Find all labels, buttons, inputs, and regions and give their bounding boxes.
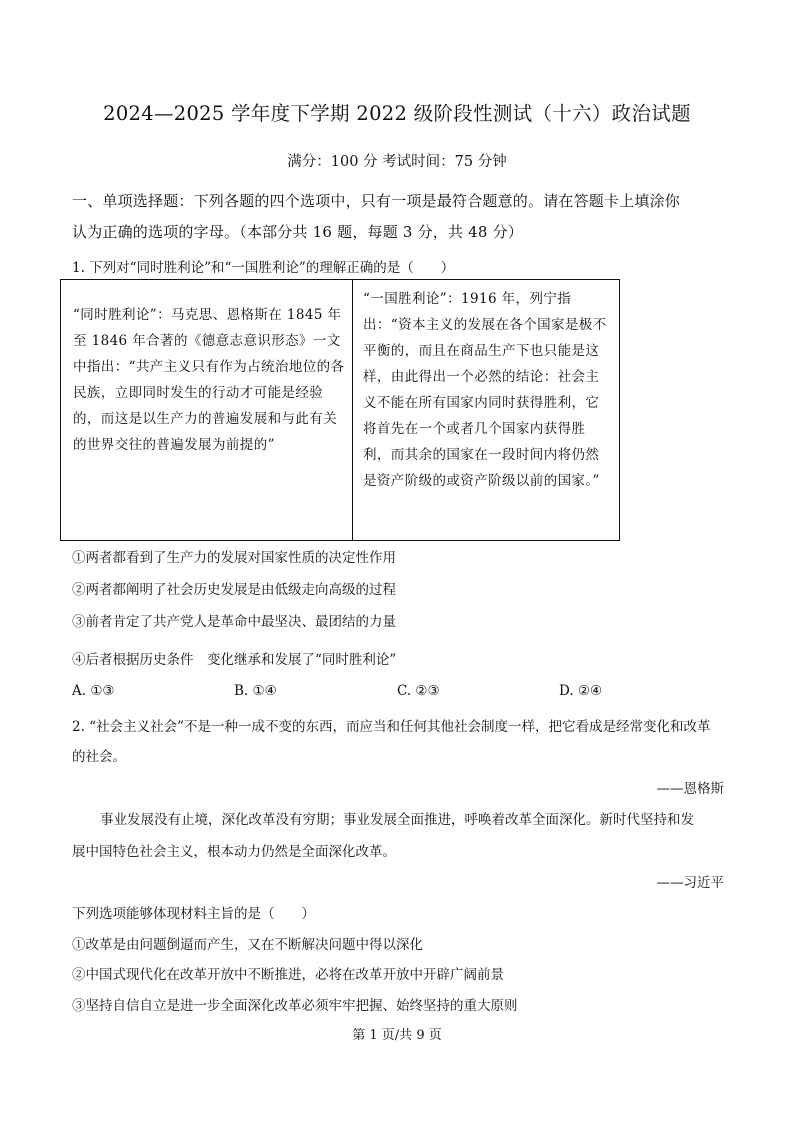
q2-quote-1-author: ——恩格斯 xyxy=(656,781,724,797)
q2-quote-2-line-2: 展中国特色社会主义，根本动力仍然是全面深化改革。 xyxy=(72,844,396,860)
q2-statement-2: ②中国式现代化在改革开放中不断推进，必将在改革开放中开辟广阔前景 xyxy=(72,967,504,983)
q2-quote-2-author: ——习近平 xyxy=(656,875,724,891)
question-1-stem: 1. 下列对“同时胜利论”和“一国胜利论”的理解正确的是（ ） xyxy=(72,260,455,276)
q1-option-a: A. ①③ xyxy=(72,683,115,699)
table-cell-simultaneous-victory xyxy=(61,280,353,541)
q2-quote-1-line-2: 的社会。 xyxy=(72,749,126,765)
q1-statement-1: ①两者都看到了生产力的发展对国家性质的决定性作用 xyxy=(72,550,396,566)
q1-statement-2: ②两者都阐明了社会历史发展是由低级走向高级的过程 xyxy=(72,582,396,598)
q1-statement-4: ④后者根据历史条件 变化继承和发展了“同时胜利论” xyxy=(72,652,397,668)
q1-option-c: C. ②③ xyxy=(397,683,440,699)
q2-statement-3: ③坚持自信自立是进一步全面深化改革必须牢牢把握、始终坚持的重大原则 xyxy=(72,998,518,1014)
q1-option-b: B. ①④ xyxy=(234,683,277,699)
page-footer: 第 1 页/共 9 页 xyxy=(352,1028,442,1043)
q2-statement-1: ①改革是由问题倒逼而产生，又在不断解决问题中得以深化 xyxy=(72,937,423,953)
one-country-victory-text: “一国胜利论”：1916 年，列宁指出：“资本主义的发展在各个国家是极不平衡的，而且在商品生产下也只能是这样，由此得出一个必然的结论：社会主义不能在所有国家内同时获得胜利，它将首先在一个或者几个国家内获得胜利，而其余的国家在一段时间内将仍然是资产阶级的或资产阶级以前的国家。” xyxy=(363,291,607,489)
section-instructions-line-1: 一、单项选择题：下列各题的四个选项中，只有一项是最符合题意的。请在答题卡上填涂你 xyxy=(72,192,681,210)
question-2-stem: 下列选项能够体现材料主旨的是（ ） xyxy=(72,906,315,922)
q2-quote-2-line-1: 事业发展没有止境，深化改革没有穷期；事业发展全面推进，呼唤着改革全面深化。新时代坚持和发 xyxy=(100,812,694,828)
page-title: 2024—2025 学年度下学期 2022 级阶段性测试（十六）政治试题 xyxy=(103,102,691,125)
q1-statement-3: ③前者肯定了共产党人是革命中最坚决、最团结的力量 xyxy=(72,614,396,630)
simultaneous-victory-text: “同时胜利论”：马克思、恩格斯在 1845 年至 1846 年合著的《德意志意识形态》一文中指出：“共产主义只有作为占统治地位的各民族，立即同时发生的行动才可能是经验的，而这是以生产力的普遍发展和与此有关的世界交往的普遍发展为前提的” xyxy=(73,307,345,453)
table-cell-one-country-victory xyxy=(353,280,620,541)
section-instructions-line-2: 认为正确的选项的字母。（本部分共 16 题，每题 3 分，共 48 分） xyxy=(72,223,524,241)
exam-info: 满分：100 分 考试时间：75 分钟 xyxy=(287,154,507,170)
q2-quote-1-line-1: 2. “社会主义社会”不是一种一成不变的东西，而应当和任何其他社会制度一样，把它看成是经常变化和改革 xyxy=(72,719,711,735)
question-1-material-table xyxy=(60,279,620,541)
q1-option-d: D. ②④ xyxy=(559,683,603,699)
